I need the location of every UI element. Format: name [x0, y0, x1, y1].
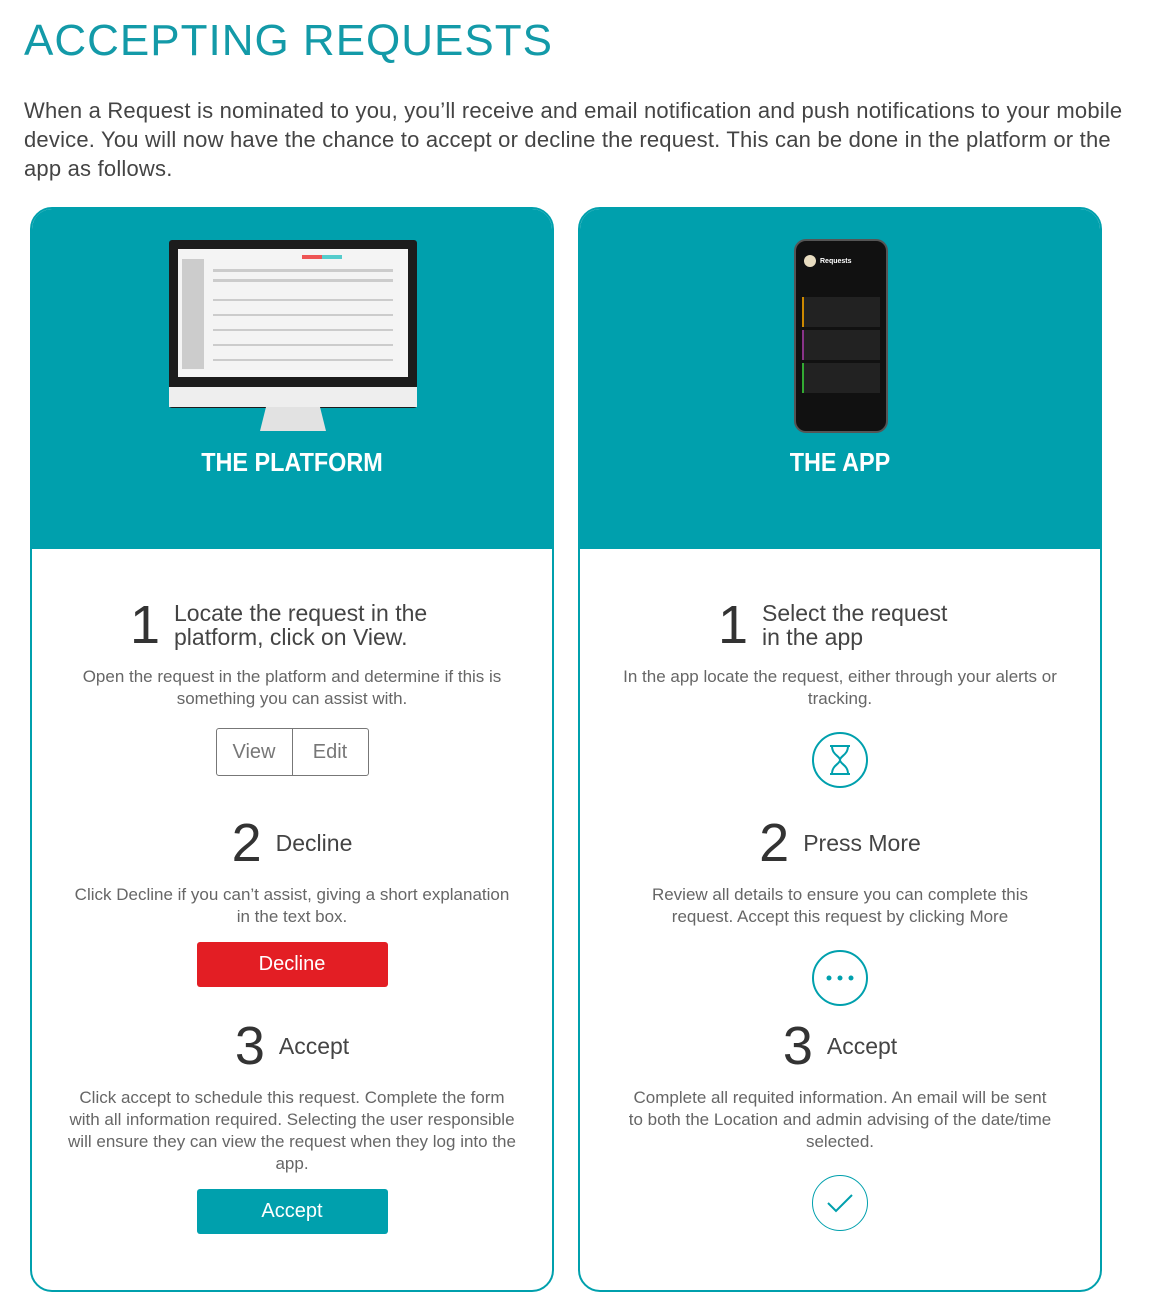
- step-description: Open the request in the platform and determine if this is something you can assist with.: [82, 667, 502, 708]
- step-number: 3: [782, 1016, 813, 1076]
- edit-button[interactable]: Edit: [312, 740, 348, 763]
- step-number: 3: [234, 1016, 265, 1076]
- monitor-image: [168, 239, 418, 434]
- platform-card: [30, 207, 554, 1292]
- avatar: [804, 255, 816, 267]
- check-icon: [812, 1175, 868, 1231]
- step-heading: Locate the request in the platform, click on View.: [174, 600, 428, 650]
- step-heading: Decline: [275, 830, 353, 856]
- step-heading: Select the request in the app: [762, 600, 948, 650]
- platform-step-3: [32, 1015, 552, 1234]
- phone-screen-title: Requests: [820, 257, 852, 265]
- platform-step-1: [32, 594, 552, 776]
- app-step-2: [580, 812, 1100, 1006]
- app-title: THE APP: [789, 447, 891, 477]
- app-step-3: [580, 1015, 1100, 1231]
- hourglass-icon: [812, 732, 868, 788]
- step-description: Click accept to schedule this request. Complete the form with all information required. Selecting the user responsible will ensure they can view the request when they log into the app.: [68, 1088, 516, 1173]
- platform-title: THE PLATFORM: [201, 447, 383, 477]
- step-heading: Press More: [803, 830, 921, 856]
- app-step-1: [580, 594, 1100, 788]
- accept-button[interactable]: Accept: [197, 1189, 388, 1234]
- decline-button[interactable]: Decline: [197, 942, 388, 987]
- step-number: 2: [759, 813, 790, 873]
- step-number: 1: [717, 595, 749, 655]
- step-description: Review all details to ensure you can complete this request. Accept this request by clicking More: [651, 885, 1029, 926]
- step-description: Complete all requited information. An email will be sent to both the Location and admin advising of the date/time selected.: [628, 1088, 1052, 1151]
- step-description: In the app locate the request, either through your alerts or tracking.: [623, 667, 1057, 708]
- step-number: 1: [129, 595, 161, 655]
- view-button[interactable]: View: [217, 729, 293, 775]
- phone-image: [794, 239, 888, 433]
- platform-step-2: [32, 812, 552, 987]
- step-heading: Accept: [826, 1033, 898, 1059]
- step-number: 2: [231, 813, 262, 873]
- page-title: ACCEPTING REQUESTS: [24, 16, 553, 65]
- app-card: [578, 207, 1102, 1292]
- intro-text: When a Request is nominated to you, you’ll receive and email notification and push notifications to your mobile device. You will now have the chance to accept or decline the request. This can be done in the platform or the app as follows.: [24, 98, 1123, 181]
- more-icon[interactable]: [812, 950, 868, 1006]
- step-description: Click Decline if you can’t assist, giving a short explanation in the text box.: [74, 885, 510, 926]
- step-heading: Accept: [278, 1033, 350, 1059]
- view-edit-buttons: [216, 728, 369, 776]
